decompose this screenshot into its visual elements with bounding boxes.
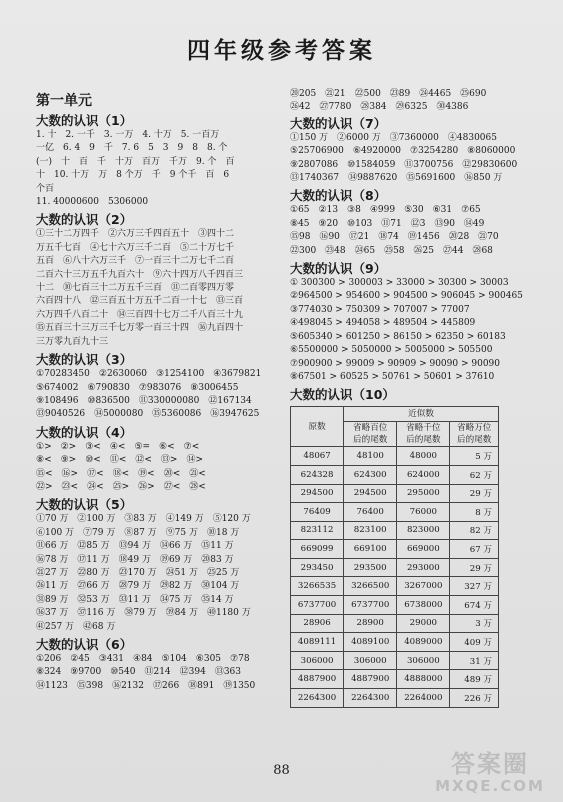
answer-line: ㊱37 万 ㊲116 万 ㊳79 万 ㊴84 万 ㊵1180 万 xyxy=(36,608,251,619)
table-cell: 293000 xyxy=(397,558,450,577)
table-cell: 6737700 xyxy=(344,596,397,615)
answer-line: ①206 ②45 ③431 ④84 ⑤104 ⑥305 ⑦78 xyxy=(36,654,250,664)
unit-heading: 第一单元 xyxy=(36,93,92,109)
answer-line: ②964500 > 954600 > 904500 > 906045 > 900465 xyxy=(290,291,523,302)
table-cell: 669099 xyxy=(291,540,344,559)
answer-line: ⑧324 ⑨9700 ⑩540 ⑪214 ⑫394 ⑬363 xyxy=(36,667,242,678)
table-cell: 28900 xyxy=(344,614,397,633)
section-approx xyxy=(290,386,530,707)
approximation-table xyxy=(290,406,499,707)
page-number: 88 xyxy=(273,763,290,778)
table-cell: 76000 xyxy=(397,503,450,522)
section-title: 大数的认识（4） xyxy=(36,424,133,440)
answer-line: ⑥5500000 > 5050000 > 5005000 > 505500 xyxy=(290,345,493,356)
answer-line: ⑭1123 ⑮398 ⑯2132 ⑰266 ⑱891 ⑲1350 xyxy=(36,680,256,691)
answer-line: ①150 万 ②6000 万 ③7360000 ④4830065 xyxy=(290,132,497,143)
answer-line: ⑤605340 > 601250 > 86150 > 62350 > 60183 xyxy=(290,331,506,342)
table-cell: 624000 xyxy=(397,465,450,484)
page-title: 四年级参考答案 xyxy=(187,38,376,64)
table-cell: 4888000 xyxy=(397,670,450,689)
answer-line: 1. 十 2. 一千 3. 一万 4. 十万 5. 一百万 xyxy=(36,130,220,140)
answer-line: ⑮< ⑯> ⑰< ⑱< ⑲< ⑳< ㉑< xyxy=(36,468,206,479)
answer-line: ⑪66 万 ⑫85 万 ⑬94 万 ⑭66 万 ⑮11 万 xyxy=(36,541,234,552)
table-cell: 2264000 xyxy=(397,689,450,708)
left-sections xyxy=(36,112,282,693)
table-row xyxy=(291,633,499,652)
left-column xyxy=(36,90,282,695)
table-cell: 3267000 xyxy=(397,577,450,596)
answer-line: ①70 万 ②100 万 ③83 万 ④149 万 ⑤120 万 xyxy=(36,514,251,525)
table-cell: 823112 xyxy=(291,521,344,540)
col-hundreds: 省略百位 后的尾数 xyxy=(344,422,397,447)
table-row xyxy=(291,651,499,670)
table-cell: 8 万 xyxy=(450,503,499,522)
table-row xyxy=(291,596,499,615)
answer-line: 万五千七百 ④七十六万三千二百 ⑤二十万七千 xyxy=(36,242,235,253)
answer-line: 一亿 6. 4 9 千 7. 6 5 3 9 8 8. 个 xyxy=(36,143,228,154)
table-cell: 76400 xyxy=(344,503,397,522)
section-title: 大数的认识（9） xyxy=(290,261,387,277)
table-cell: 31 万 xyxy=(450,651,499,670)
table-row xyxy=(291,521,499,540)
table-cell: 624300 xyxy=(344,465,397,484)
table-cell: 669100 xyxy=(344,540,397,559)
table-cell: 409 万 xyxy=(450,633,499,652)
col-ten-thousands: 省略万位 后的尾数 xyxy=(450,422,499,447)
answer-line: 六万四千八百二十 ⑭三百四十七万二千八百三十九 xyxy=(36,309,244,320)
answer-line: 十 10. 十万 万 8 个万 千 9 个千 百 6 xyxy=(36,170,230,181)
answer-line: ①三十二万四千 ②六万三千四百五十 ③四十二 xyxy=(36,229,235,240)
answer-section xyxy=(36,424,282,495)
answer-line: 十二 ⑩七百三十二万五千三百 ⑪二百零四万零 xyxy=(36,283,235,294)
table-row xyxy=(291,577,499,596)
answer-section xyxy=(290,187,530,258)
table-cell: 29 万 xyxy=(450,484,499,503)
answer-section xyxy=(36,636,282,693)
answer-line: ① 300300 > 300003 > 33000 > 30300 > 30003 xyxy=(290,278,509,289)
answer-line: ㉒300 ㉓48 ㉔65 ㉕58 ㉖25 ㉗44 ㉘68 xyxy=(290,245,493,256)
answer-line: ㉛89 万 ㉜53 万 ㉝11 万 ㉞75 万 ㉟14 万 xyxy=(36,594,234,605)
table-cell: 2264300 xyxy=(291,689,344,708)
table-cell: 2264300 xyxy=(344,689,397,708)
right-column xyxy=(290,88,530,710)
table-cell: 306000 xyxy=(344,651,397,670)
answer-line: ⑯78 万 ⑰11 万 ⑱49 万 ⑲69 万 ⑳83 万 xyxy=(36,554,234,565)
answer-line: ①65 ②13 ③8 ④999 ⑤30 ⑥31 ⑦65 xyxy=(290,205,481,216)
table-cell: 293450 xyxy=(291,558,344,577)
section-title: 大数的认识（1） xyxy=(36,113,133,128)
table-cell: 48000 xyxy=(397,447,450,466)
table-cell: 4089111 xyxy=(291,633,344,652)
section-title: 大数的认识（8） xyxy=(290,188,387,204)
answer-line: ⑮98 ⑯90 ⑰21 ⑱74 ⑲1456 ⑳28 ㉑70 xyxy=(290,232,499,243)
table-cell: 76409 xyxy=(291,503,344,522)
table-row xyxy=(291,614,499,633)
table-row xyxy=(291,689,499,708)
answer-line: ⑧67501 > 60525 > 50761 > 50601 > 37610 xyxy=(290,371,495,382)
answer-line: ⑧45 ⑨20 ⑩103 ⑪71 ⑫3 ⑬90 ⑭49 xyxy=(290,218,485,229)
answer-line: ⑳205 ㉑21 ㉒500 ㉓89 ㉔4465 ㉕690 xyxy=(290,89,487,99)
table-cell: 62 万 xyxy=(450,465,499,484)
table-row xyxy=(291,484,499,503)
table-cell: 489 万 xyxy=(450,670,499,689)
table-cell: 67 万 xyxy=(450,540,499,559)
section-title: 大数的认识（10） xyxy=(290,387,395,403)
section-title: 大数的认识（6） xyxy=(36,637,133,652)
watermark-logo xyxy=(425,750,555,798)
table-cell: 4089100 xyxy=(344,633,397,652)
section-title: 大数的认识（7） xyxy=(290,115,387,131)
table-row xyxy=(291,465,499,484)
answer-section xyxy=(36,112,282,209)
table-cell: 29 万 xyxy=(450,558,499,577)
answer-line: ①70283450 ②2630060 ③1254100 ④3679821 xyxy=(36,369,262,380)
col-group-approx: 近似数 xyxy=(344,407,499,422)
table-cell: 5 万 xyxy=(450,447,499,466)
answer-line: ㊶257 万 ㊷68 万 xyxy=(36,621,116,632)
answer-line: ④498045 > 494058 > 489504 > 445809 xyxy=(290,318,476,329)
table-cell: 294500 xyxy=(344,484,397,503)
answer-section xyxy=(290,260,530,384)
answer-section xyxy=(36,351,282,422)
continued-answers xyxy=(290,88,530,115)
answer-section xyxy=(290,115,530,186)
col-original: 原数 xyxy=(291,407,344,447)
table-cell: 624328 xyxy=(291,465,344,484)
table-cell: 82 万 xyxy=(450,521,499,540)
table-cell: 294500 xyxy=(291,484,344,503)
table-cell: 28906 xyxy=(291,614,344,633)
table-cell: 3266500 xyxy=(344,577,397,596)
table-cell: 48067 xyxy=(291,447,344,466)
answer-line: ①> ②> ③< ④< ⑤= ⑥< ⑦< xyxy=(36,441,200,452)
table-cell: 3266535 xyxy=(291,577,344,596)
table-cell: 293500 xyxy=(344,558,397,577)
table-row xyxy=(291,558,499,577)
table-cell: 6738000 xyxy=(397,596,450,615)
answer-line: ㉖11 万 ㉗66 万 ㉘79 万 ㉙82 万 ㉚104 万 xyxy=(36,581,240,592)
answer-line: ㉑27 万 ㉒80 万 ㉓170 万 ㉔51 万 ㉕25 万 xyxy=(36,567,240,578)
table-cell: 4887900 xyxy=(344,670,397,689)
table-cell: 48100 xyxy=(344,447,397,466)
answer-line: ⑨2807086 ⑩1584059 ⑪3700756 ⑫29830600 xyxy=(290,159,518,170)
answer-line: 五百 ⑥八十六万三千 ⑦一百三十二万七千二百 xyxy=(36,256,235,267)
table-cell: 823000 xyxy=(397,521,450,540)
answer-line: (一) 十 百 千 十万 百万 千万 9. 个 百 xyxy=(36,156,235,167)
table-cell: 4887900 xyxy=(291,670,344,689)
answer-line: 二百六十三万五千九百六十 ⑨六十四万八千四百三 xyxy=(36,269,244,280)
answer-line: ㉖42 ㉗7780 ㉘384 ㉙6325 ㉚4386 xyxy=(290,102,469,113)
answer-line: ⑤25706900 ⑥4920000 ⑦3254280 ⑧8060000 xyxy=(290,146,516,157)
col-thousands: 省略千位 后的尾数 xyxy=(397,422,450,447)
section-title: 大数的认识（2） xyxy=(36,212,133,228)
section-title: 大数的认识（5） xyxy=(36,497,133,513)
answer-line: ⑥100 万 ⑦79 万 ⑧87 万 ⑨75 万 ⑩18 万 xyxy=(36,527,240,538)
answer-line: ㉒> ㉓< ㉔< ㉕> ㉖> ㉗< ㉘< xyxy=(36,481,206,492)
table-cell: 669000 xyxy=(397,540,450,559)
right-sections xyxy=(290,115,530,385)
answer-line: ⑮五百三十三万三千七万零一百三十四 ⑯九百四十 xyxy=(36,323,244,334)
section-title: 大数的认识（3） xyxy=(36,352,133,368)
table-cell: 306000 xyxy=(291,651,344,670)
table-cell: 3 万 xyxy=(450,614,499,633)
table-cell: 4089000 xyxy=(397,633,450,652)
answer-line: ⑧< ⑨> ⑩< ⑪< ⑫< ⑬> ⑭> xyxy=(36,455,203,466)
table-cell: 295000 xyxy=(397,484,450,503)
answer-line: 三万零九百九十三 xyxy=(36,336,109,347)
answer-line: ⑨108496 ⑩836500 ⑪330000080 ⑫167134 xyxy=(36,395,252,406)
table-cell: 306000 xyxy=(397,651,450,670)
table-row xyxy=(291,447,499,466)
table-cell: 327 万 xyxy=(450,577,499,596)
answer-line: ⑦900900 > 99009 > 90909 > 90090 > 90090 xyxy=(290,358,500,369)
table-cell: 29000 xyxy=(397,614,450,633)
answer-line: ⑬1740367 ⑭9887620 ⑮5691600 ⑯850 万 xyxy=(290,173,503,184)
watermark-logo-text: 答案圈 xyxy=(451,750,529,778)
answer-line: 六百四十八 ⑫三百五十万五千二百一十七 ⑬三百 xyxy=(36,296,244,307)
answer-line: ⑬9040526 ⑭5000080 ⑮5360086 ⑯3947625 xyxy=(36,409,260,420)
answer-line: ⑤674002 ⑥790830 ⑦983076 ⑧3006455 xyxy=(36,382,239,393)
answer-section xyxy=(36,211,282,349)
table-cell: 6737700 xyxy=(291,596,344,615)
answer-line: 11. 40000600 5306000 xyxy=(36,197,149,208)
answer-line: ③774030 > 750309 > 707007 > 77007 xyxy=(290,304,470,315)
table-row xyxy=(291,540,499,559)
table-cell: 226 万 xyxy=(450,689,499,708)
answer-section xyxy=(36,496,282,634)
table-row xyxy=(291,670,499,689)
table-cell: 674 万 xyxy=(450,596,499,615)
table-row xyxy=(291,503,499,522)
table-cell: 823100 xyxy=(344,521,397,540)
answer-line: 个百 xyxy=(36,183,55,194)
watermark-site-text: MXQE.COM xyxy=(435,777,545,795)
